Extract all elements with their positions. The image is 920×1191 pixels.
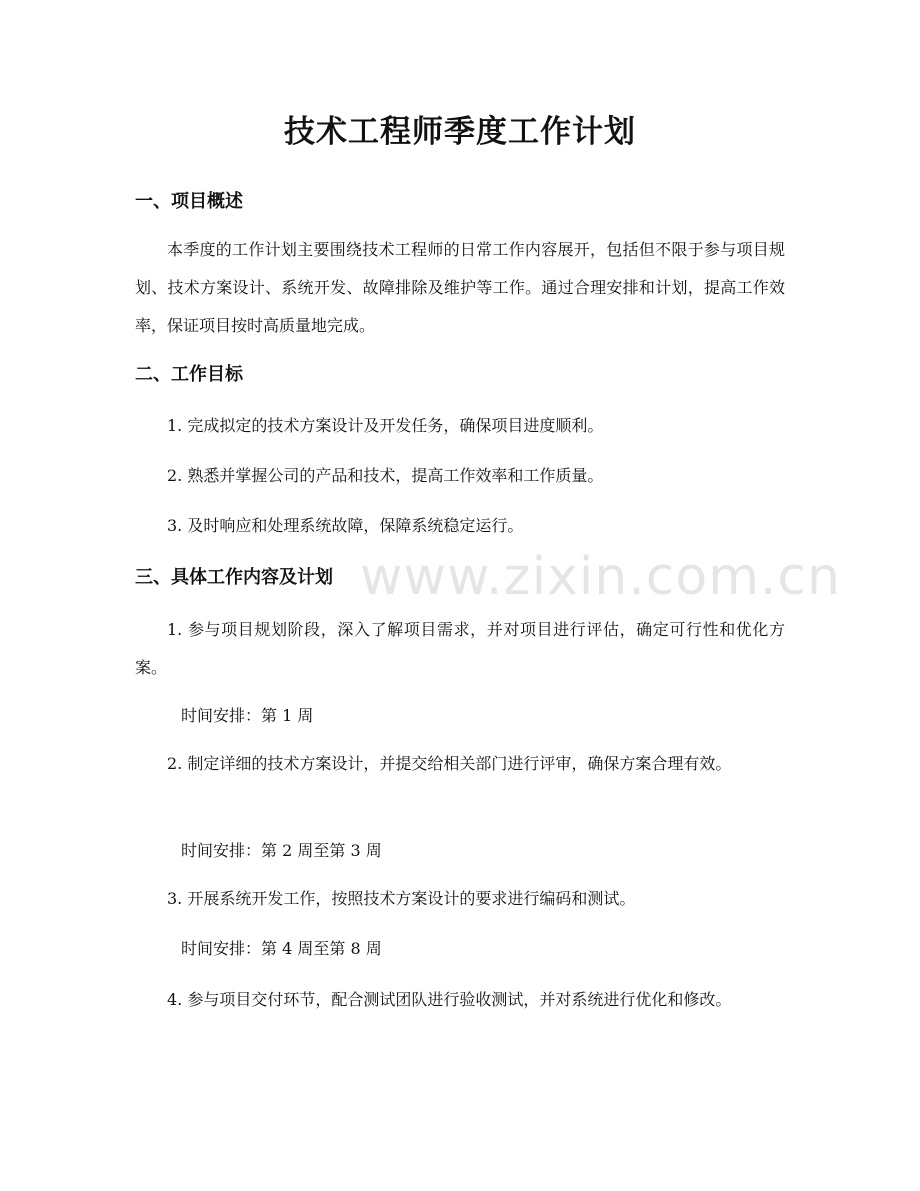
overview-paragraph: 本季度的工作计划主要围绕技术工程师的日常工作内容展开，包括但不限于参与项目规划、技术方案设计、系统开发、故障排除及维护等工作。通过合理安排和计划，提高工作效率，保证项目按时高质量地完成。 — [135, 240, 785, 335]
plan-item-4: 4. 参与项目交付环节，配合测试团队进行验收测试，并对系统进行优化和修改。 — [167, 990, 732, 1009]
goal-item-1: 1. 完成拟定的技术方案设计及开发任务，确保项目进度顺利。 — [167, 416, 604, 435]
goal-item-2: 2. 熟悉并掌握公司的产品和技术，提高工作效率和工作质量。 — [167, 466, 604, 485]
section-heading-overview: 一、项目概述 — [135, 191, 243, 212]
section-heading-goals: 二、工作目标 — [135, 364, 243, 385]
plan-item-2-schedule: 时间安排：第 2 周至第 3 周 — [181, 841, 382, 860]
goal-item-3: 3. 及时响应和处理系统故障，保障系统稳定运行。 — [167, 516, 524, 535]
plan-item-3: 3. 开展系统开发工作，按照技术方案设计的要求进行编码和测试。 — [167, 889, 636, 908]
document-title: 技术工程师季度工作计划 — [284, 114, 636, 150]
plan-item-2: 2. 制定详细的技术方案设计，并提交给相关部门进行评审，确保方案合理有效。 — [167, 754, 732, 773]
section-heading-plan: 三、具体工作内容及计划 — [135, 567, 333, 588]
watermark: www.zixin.com.cn — [360, 547, 841, 607]
plan-item-1-schedule: 时间安排：第 1 周 — [181, 706, 314, 725]
plan-item-1: 1. 参与项目规划阶段，深入了解项目需求，并对项目进行评估，确定可行性和优化方案。 — [135, 620, 785, 677]
plan-item-3-schedule: 时间安排：第 4 周至第 8 周 — [181, 939, 382, 958]
